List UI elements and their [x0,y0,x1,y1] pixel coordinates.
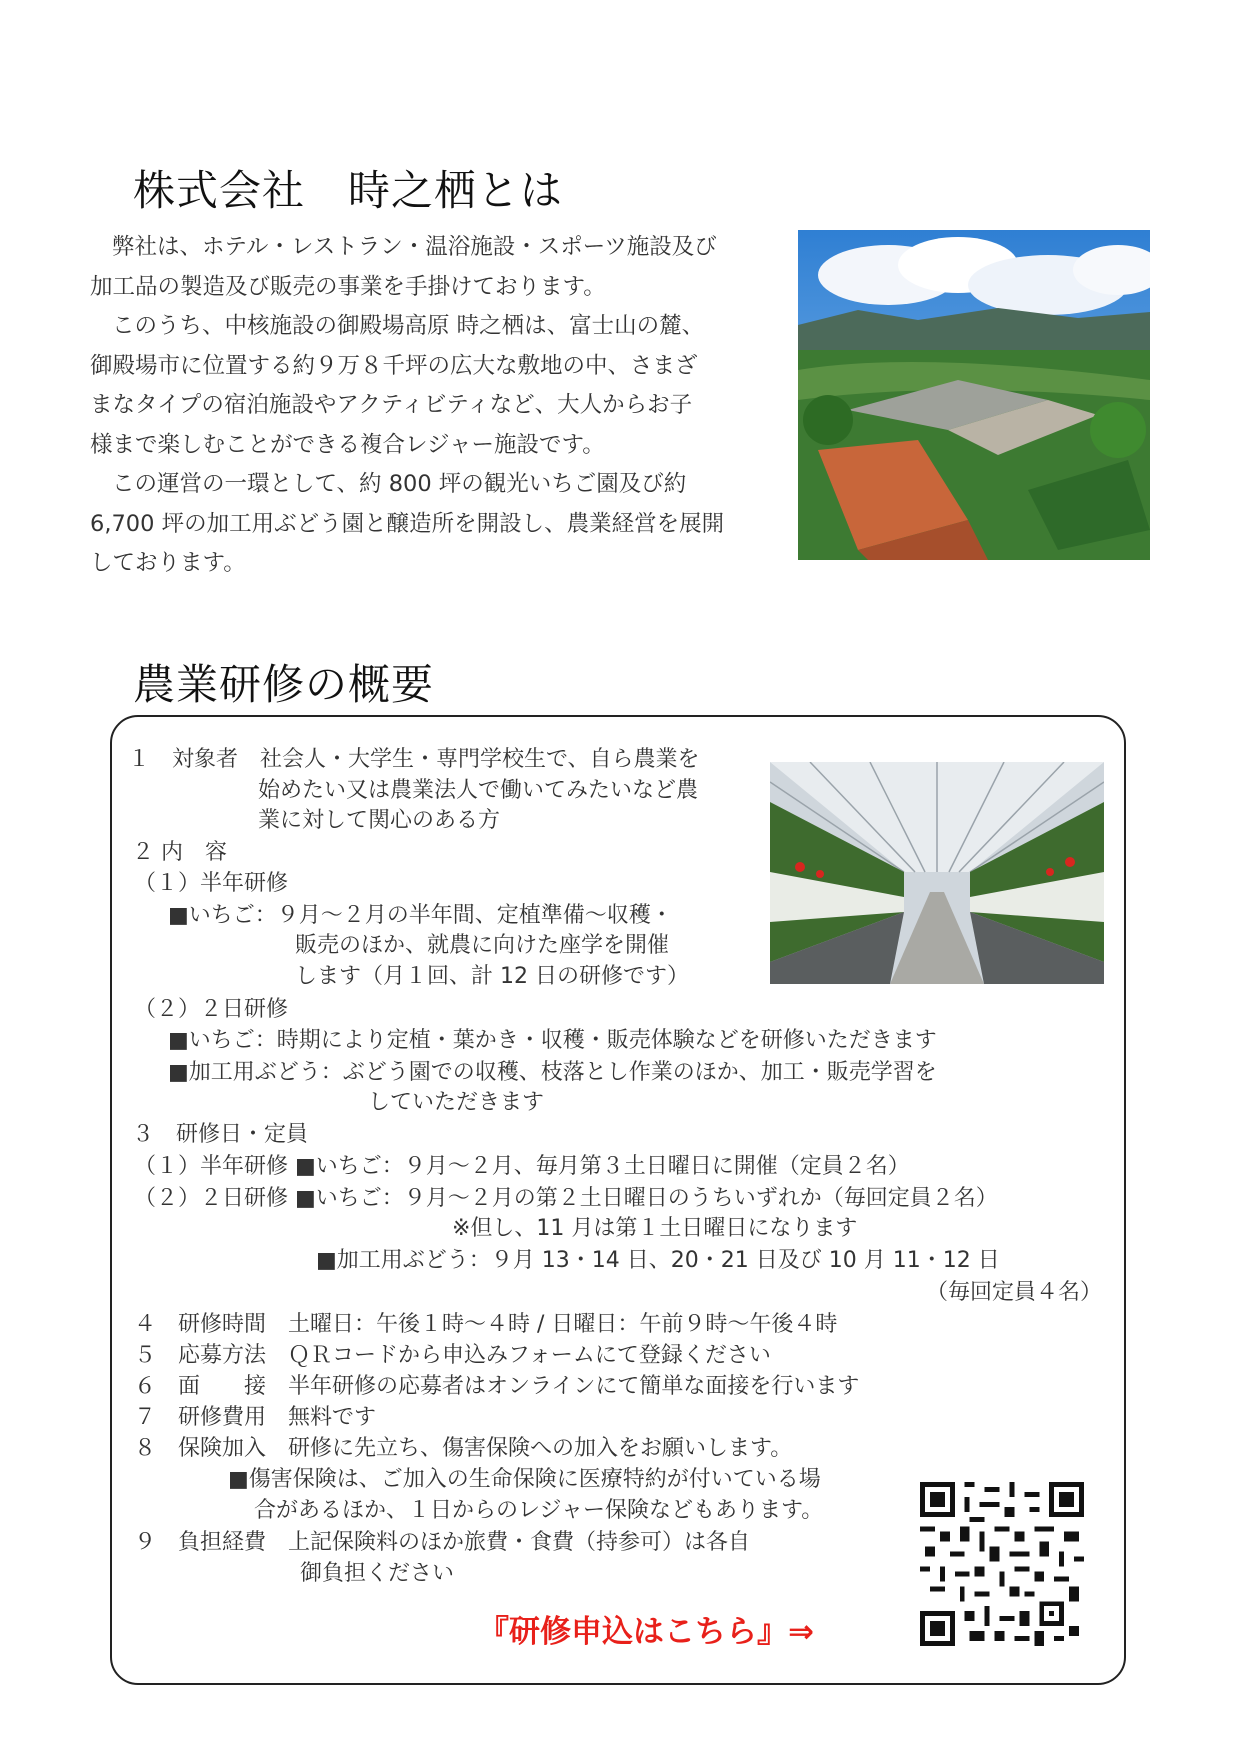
intro-line: まなタイプの宿泊施設やアクティビティなど、大人からお子 [90,392,693,418]
intro-line: 弊社は、ホテル・レストラン・温浴施設・スポーツ施設及び [112,234,717,260]
intro-line: 加工品の製造及び販売の事業を手掛けております。 [90,273,606,300]
dates-two-day: （２）２日研修 ■いちご：９月～２月の第２土日曜日のうちいずれか（毎回定員２名） [134,1186,998,1211]
half-year-strawberry-2: 販売のほか、就農に向けた座学を開催 [295,933,670,958]
application-method: ５ 応募方法 ＱＲコードから申込みフォームにて登録ください [134,1343,771,1368]
dates-grape-capacity: （毎回定員４名） [926,1280,1103,1305]
intro-line: この運営の一環として、約 800 坪の観光いちご園及び約 [112,471,687,497]
insurance-note-2: 合があるほか、１日からのレジャー保険などもあります。 [254,1498,824,1523]
dates-heading: ３ 研修日・定員 [132,1122,309,1147]
dates-grape: ■加工用ぶどう：９月 13・14 日、20・21 日及び 10 月 11・12 日 [316,1248,1000,1273]
company-intro [90,228,780,584]
two-day-strawberry: ■いちご：時期により定植・葉かき・収穫・販売体験などを研修いただきます [168,1028,937,1053]
dates-half-year: （１）半年研修 ■いちご：９月～２月、毎月第３土日曜日に開催（定員２名） [134,1154,910,1179]
intro-line: 御殿場市に位置する約９万８千坪の広大な敷地の中、さまざ [90,352,698,379]
expenses-2: 御負担ください [300,1561,455,1586]
intro-line: しております。 [90,550,246,576]
expenses-1: ９ 負担経費 上記保険料のほか旅費・食費（持参可）は各自 [134,1530,751,1555]
intro-line: 6,700 坪の加工用ぶどう園と醸造所を開設し、農業経営を展開 [90,510,725,537]
qr-code-icon[interactable] [920,1482,1084,1646]
two-day-heading: （２）２日研修 [134,997,289,1022]
insurance: ８ 保険加入 研修に先立ち、傷害保険への加入をお願いします。 [134,1436,793,1461]
content-heading: ２ 内 容 [132,840,227,865]
intro-line: 様まで楽しむことができる複合レジャー施設です。 [90,431,605,458]
apply-link[interactable]: 『研修申込はこちら』⇒ [478,1614,814,1650]
two-day-grape-2: していただきます [368,1090,545,1115]
training-title: 農業研修の概要 [133,660,435,709]
dates-november-note: ※但し、11 月は第１土日曜日になります [452,1216,858,1241]
half-year-strawberry-1: ■いちご：９月～２月の半年間、定植準備～収穫・ [168,903,673,928]
interview: ６ 面 接 半年研修の応募者はオンラインにて簡単な面接を行います [134,1374,860,1399]
two-day-grape-1: ■加工用ぶどう：ぶどう園での収穫、枝落とし作業のほか、加工・販売学習を [168,1060,937,1085]
training-fee: ７ 研修費用 無料です [134,1405,377,1430]
half-year-heading: （１）半年研修 [134,871,289,896]
half-year-strawberry-3: します（月１回、計 12 日の研修です） [295,964,689,989]
resort-aerial-photo [798,230,1150,560]
target-line-2: 始めたい又は農業法人で働いてみたいなど農 [258,778,699,803]
training-hours: ４ 研修時間 土曜日：午後１時～４時 / 日曜日：午前９時～午後４時 [134,1312,838,1337]
target-line-1: １ 対象者 社会人・大学生・専門学校生で、自ら農業を [128,747,700,772]
intro-line: このうち、中核施設の御殿場高原 時之栖は、富士山の麓、 [112,313,705,339]
strawberry-greenhouse-photo [770,762,1104,984]
target-line-3: 業に対して関心のある方 [258,808,501,833]
insurance-note-1: ■傷害保険は、ご加入の生命保険に医療特約が付いている場 [228,1467,821,1492]
company-title: 株式会社 時之栖とは [133,166,564,215]
